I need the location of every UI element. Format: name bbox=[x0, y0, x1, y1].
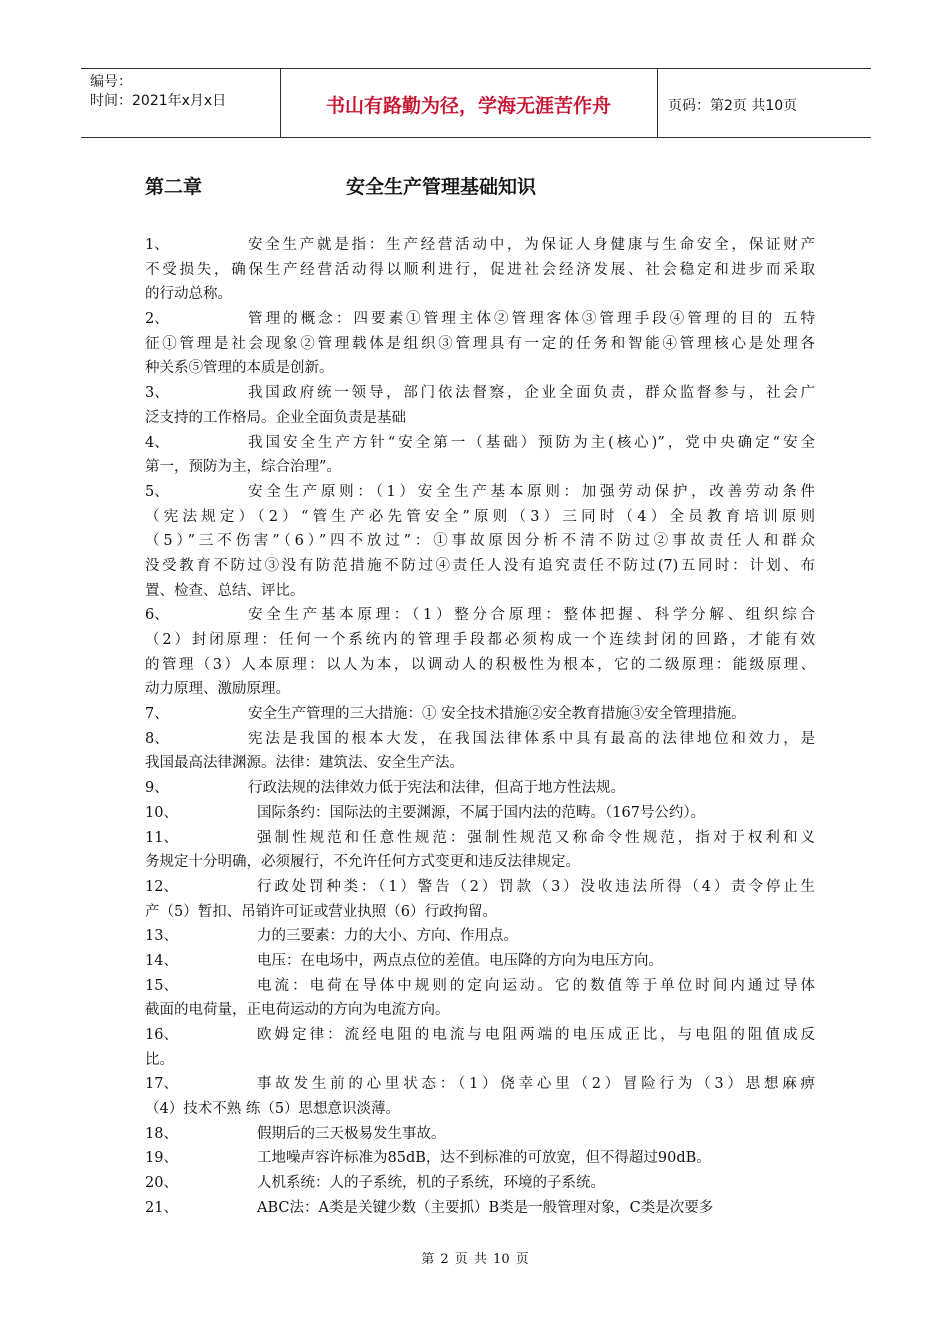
item-number: 17、 bbox=[145, 1076, 178, 1093]
item-text: 的行动总称。 bbox=[145, 286, 232, 303]
item-text: （5）”三不伤害”（6）”四不放过”：①事故原因分析不清不防过②事故责任人和群众 bbox=[145, 533, 815, 550]
item-text: 安全生产原则：（1）安全生产基本原则：加强劳动保护，改善劳动条件 bbox=[248, 483, 815, 500]
item-first-line bbox=[145, 381, 815, 406]
item-text: 泛支持的工作格局。企业全面负责是基础 bbox=[145, 409, 406, 426]
item-text: 强制性规范和任意性规范：强制性规范又称命令性规范，指对于权利和义 bbox=[257, 829, 815, 846]
item-text: （宪法规定）（2）“管生产必先管安全”原则（3）三同时（4）全员教育培训原则 bbox=[145, 508, 815, 525]
item-first-line bbox=[145, 1196, 815, 1221]
item-text: 力的三要素：力的大小、方向、作用点。 bbox=[257, 928, 518, 945]
list-item bbox=[145, 949, 815, 974]
list-item bbox=[145, 233, 815, 307]
item-text: 欧姆定律：流经电阻的电流与电阻两端的电压成正比，与电阻的阻值成反 bbox=[257, 1027, 815, 1043]
item-number: 21、 bbox=[145, 1199, 178, 1216]
item-text: 动力原理、激励原理。 bbox=[145, 681, 290, 698]
item-first-line bbox=[145, 603, 815, 628]
item-text: 电压：在电场中，两点点位的差值。电压降的方向为电压方向。 bbox=[257, 952, 663, 969]
item-text: 比。 bbox=[145, 1051, 174, 1068]
item-number: 10、 bbox=[145, 804, 178, 821]
item-first-line bbox=[145, 480, 815, 505]
item-text: 征①管理是社会现象②管理载体是组织③管理具有一定的任务和智能④管理核心是处理各 bbox=[145, 335, 815, 352]
item-text: 我国政府统一领导，部门依法督察，企业全面负责，群众监督参与，社会广 bbox=[248, 385, 815, 402]
list-item bbox=[145, 307, 815, 381]
item-text: 截面的电荷量，正电荷运动的方向为电流方向。 bbox=[145, 1002, 450, 1019]
header-motto-cell bbox=[280, 69, 658, 137]
item-text: 的管理（3）人本原理：以人为本，以调动人的积极性为根本，它的二级原理：能级原理、 bbox=[145, 656, 815, 673]
list-item bbox=[145, 727, 815, 776]
item-first-line bbox=[145, 702, 815, 727]
item-text: 安全生产就是指：生产经营活动中，为保证人身健康与生命安全，保证财产 bbox=[248, 237, 815, 253]
item-first-line bbox=[145, 974, 815, 999]
list-item bbox=[145, 702, 815, 727]
item-text: 第一，预防为主，综合治理”。 bbox=[145, 459, 341, 476]
list-item bbox=[145, 776, 815, 801]
item-first-line bbox=[145, 233, 815, 258]
item-first-line bbox=[145, 727, 815, 752]
list-item bbox=[145, 381, 815, 430]
item-text: 置、检查、总结、评比。 bbox=[145, 582, 305, 599]
item-text: 我国最高法律渊源。法律：建筑法、安全生产法。 bbox=[145, 755, 464, 772]
document-body bbox=[145, 233, 815, 1221]
item-first-line bbox=[145, 1023, 815, 1048]
item-text: 安全生产管理的三大措施：① 安全技术措施②安全教育措施③安全管理措施。 bbox=[248, 706, 746, 723]
item-number: 11、 bbox=[145, 829, 178, 846]
item-number: 7、 bbox=[145, 706, 169, 723]
list-item bbox=[145, 801, 815, 826]
item-text: 务规定十分明确，必须履行，不允许任何方式变更和违反法律规定。 bbox=[145, 854, 580, 871]
chapter-title: 安全生产管理基础知识 bbox=[346, 176, 537, 198]
item-text: 工地噪声容许标准为85dB，达不到标准的可放宽，但不得超过90dB。 bbox=[257, 1150, 711, 1167]
item-first-line bbox=[145, 875, 815, 900]
item-number: 13、 bbox=[145, 928, 178, 945]
list-item bbox=[145, 826, 815, 875]
item-text: 国际条约：国际法的主要渊源，不属于国内法的范畴。（167号公约）。 bbox=[257, 804, 706, 821]
page-footer: 第 2 页 共 10 页 bbox=[421, 1252, 529, 1267]
item-text: 安全生产基本原理：（1）整分合原理：整体把握、科学分解、组织综合 bbox=[248, 607, 815, 624]
list-item bbox=[145, 1196, 815, 1221]
item-first-line bbox=[145, 431, 815, 456]
list-item bbox=[145, 431, 815, 480]
motto-text: 书山有路勤为径，学海无涯苦作舟 bbox=[325, 95, 611, 117]
item-first-line bbox=[145, 1072, 815, 1097]
header-page-cell bbox=[658, 69, 871, 137]
list-item bbox=[145, 603, 815, 702]
item-first-line bbox=[145, 1122, 815, 1147]
item-text: ABC法：A类是关键少数（主要抓）B类是一般管理对象，C类是次要多 bbox=[257, 1199, 714, 1216]
document-time-label: 时间：2021年x月x日 bbox=[90, 93, 227, 109]
item-text: 产（5）暂扣、吊销许可证或营业执照（6）行政拘留。 bbox=[145, 903, 497, 920]
chapter-number: 第二章 bbox=[145, 176, 203, 198]
item-text: （2）封闭原理：任何一个系统内的管理手段都必须构成一个连续封闭的回路，才能有效 bbox=[145, 632, 815, 648]
item-text: 行政处罚种类：（1）警告（2）罚款（3）没收违法所得（4）责令停止生 bbox=[257, 878, 815, 895]
item-number: 1、 bbox=[145, 237, 169, 253]
list-item bbox=[145, 1171, 815, 1196]
item-text: 不受损失，确保生产经营活动得以顺利进行，促进社会经济发展、社会稳定和进步而采取 bbox=[145, 261, 815, 278]
item-text: 行政法规的法律效力低于宪法和法律，但高于地方性法规。 bbox=[248, 780, 625, 797]
header-left-cell bbox=[81, 69, 281, 137]
item-first-line bbox=[145, 1171, 815, 1196]
item-text: 假期后的三天极易发生事故。 bbox=[257, 1125, 446, 1142]
list-item bbox=[145, 1023, 815, 1072]
item-first-line bbox=[145, 1146, 815, 1171]
item-number: 6、 bbox=[145, 607, 169, 624]
list-item bbox=[145, 1146, 815, 1171]
item-first-line bbox=[145, 949, 815, 974]
item-first-line bbox=[145, 924, 815, 949]
item-number: 16、 bbox=[145, 1027, 178, 1043]
item-first-line bbox=[145, 776, 815, 801]
item-number: 19、 bbox=[145, 1150, 178, 1167]
item-number: 9、 bbox=[145, 780, 169, 797]
item-text: 电流：电荷在导体中规则的定向运动。它的数值等于单位时间内通过导体 bbox=[257, 977, 815, 994]
list-item bbox=[145, 480, 815, 603]
list-item bbox=[145, 875, 815, 924]
item-number: 15、 bbox=[145, 977, 178, 994]
item-number: 8、 bbox=[145, 730, 169, 747]
item-text: 宪法是我国的根本大发，在我国法律体系中具有最高的法律地位和效力，是 bbox=[248, 730, 815, 747]
item-text: （4）技术不熟 练（5）思想意识淡薄。 bbox=[145, 1101, 401, 1118]
item-text: 管理的概念：四要素①管理主体②管理客体③管理手段④管理的目的 五特 bbox=[248, 311, 815, 328]
item-text: 人机系统：人的子系统，机的子系统，环境的子系统。 bbox=[257, 1175, 605, 1192]
page-info: 页码：第2页 共10页 bbox=[668, 98, 798, 114]
item-number: 5、 bbox=[145, 483, 169, 500]
list-item bbox=[145, 924, 815, 949]
item-text: 事故发生前的心里状态：（1）侥幸心里（2）冒险行为（3）思想麻痹 bbox=[257, 1076, 815, 1093]
item-number: 14、 bbox=[145, 952, 178, 969]
item-number: 4、 bbox=[145, 434, 169, 451]
item-text: 种关系⑤管理的本质是创新。 bbox=[145, 360, 334, 377]
document-code-label: 编号： bbox=[90, 74, 132, 90]
item-text: 我国安全生产方针“安全第一（基础）预防为主(核心)”，党中央确定“安全 bbox=[248, 434, 815, 451]
list-item bbox=[145, 974, 815, 1023]
item-number: 18、 bbox=[145, 1125, 178, 1142]
item-number: 12、 bbox=[145, 878, 178, 895]
item-number: 3、 bbox=[145, 385, 169, 402]
item-first-line bbox=[145, 801, 815, 826]
item-text: 没受教育不防过③没有防范措施不防过④责任人没有追究责任不防过(7)五同时：计划、布 bbox=[145, 557, 815, 574]
item-number: 20、 bbox=[145, 1175, 178, 1192]
header-table bbox=[81, 68, 871, 138]
item-first-line bbox=[145, 307, 815, 332]
list-item bbox=[145, 1122, 815, 1147]
item-number: 2、 bbox=[145, 311, 169, 328]
list-item bbox=[145, 1072, 815, 1121]
item-first-line bbox=[145, 826, 815, 851]
